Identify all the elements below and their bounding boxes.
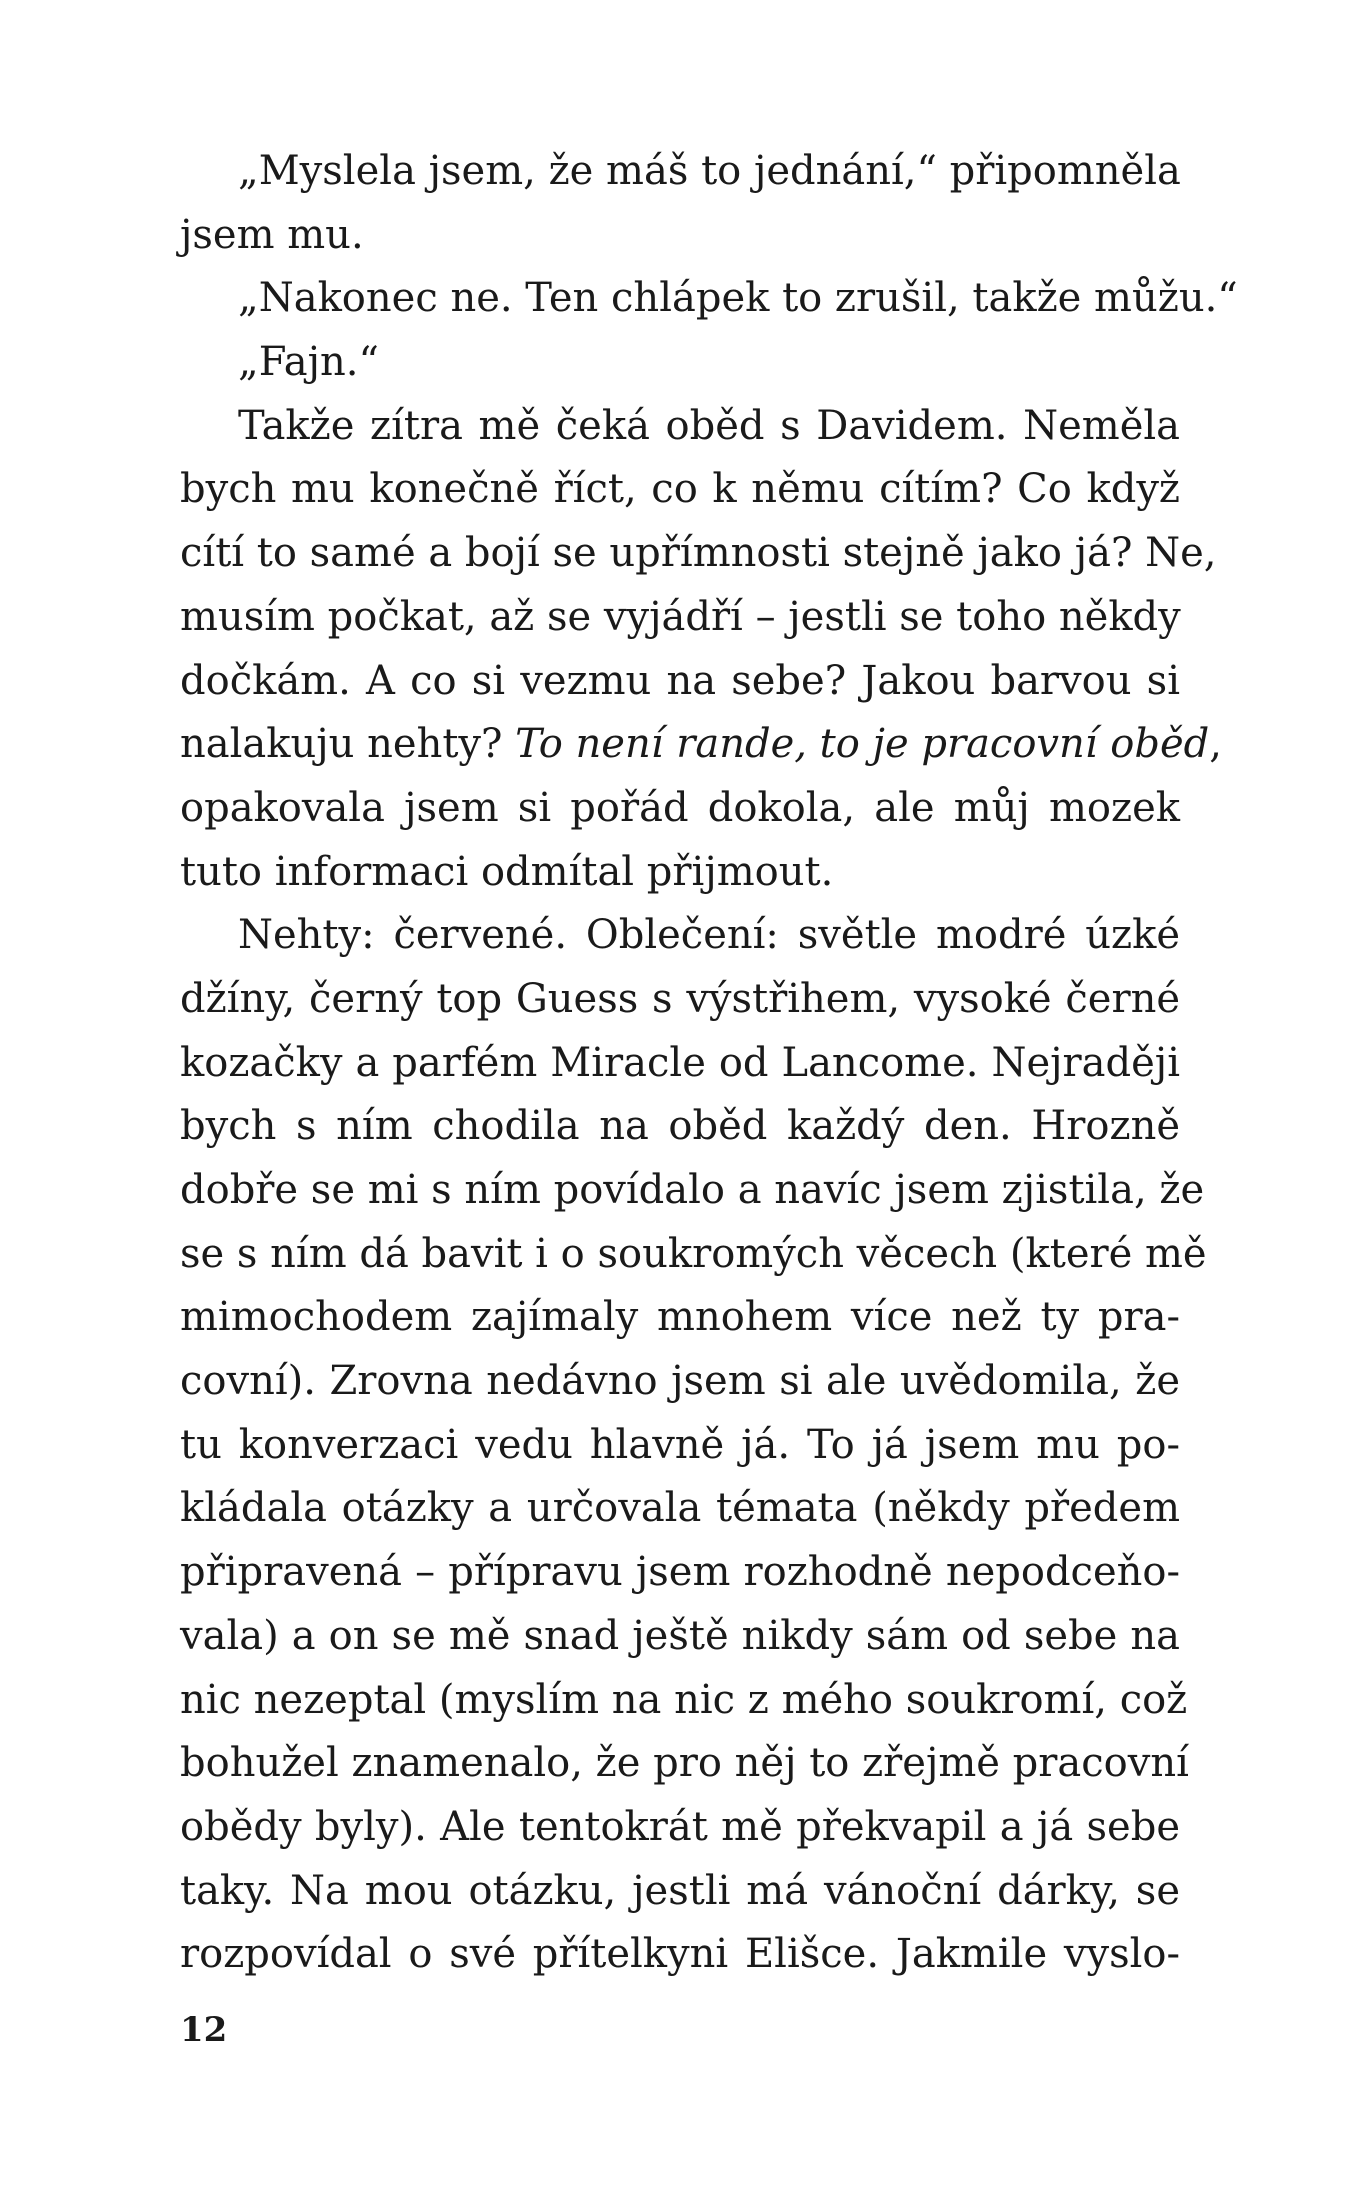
line-text: dobře se mi s ním povídalo a navíc jsem zjistila, že	[180, 1167, 1205, 1213]
line-text: vala) a on se mě snad ještě nikdy sám od sebe na	[180, 1612, 1180, 1659]
line-text: připravená – přípravu jsem rozhodně nepodceňo-	[180, 1549, 1180, 1596]
text-line	[180, 1223, 1207, 1287]
page-number: 12	[180, 2010, 228, 2050]
line-text: bych s ním chodila na oběd každý den. Hrozně	[180, 1103, 1180, 1150]
line-text: „Myslela jsem, že máš to jednání,“ připomněla	[238, 148, 1181, 194]
line-text: cítí to samé a bojí se upřímnosti stejně jako já? Ne,	[180, 530, 1217, 577]
body-text	[180, 140, 1238, 1987]
line-text: se s ním dá bavit i o soukromých věcech (které mě	[180, 1230, 1207, 1277]
line-text: musím počkat, až se vyjádří – jestli se toho někdy	[180, 593, 1181, 640]
line-punctuation: ,	[1209, 721, 1222, 768]
text-line	[180, 1669, 1188, 1733]
text-line	[180, 1860, 1180, 1924]
text-line	[180, 331, 1180, 395]
text-line	[180, 1350, 1180, 1414]
line-text: jsem mu.	[180, 211, 364, 258]
text-line	[180, 1923, 1180, 1987]
line-text: dočkám. A co si vezmu na sebe? Jakou barvou si	[180, 657, 1180, 704]
text-line	[180, 395, 1180, 459]
text-line	[180, 713, 1222, 777]
line-text: obědy byly). Ale tentokrát mě překvapil a já sebe	[180, 1803, 1180, 1850]
line-text: mimochodem zajímaly mnohem více než ty pra-	[180, 1294, 1180, 1341]
text-line	[180, 904, 1180, 968]
text-line	[180, 1477, 1180, 1541]
line-text: kozačky a parfém Miracle od Lancome. Nejraději	[180, 1039, 1180, 1086]
line-text: Nehty: červené. Oblečení: světle modré úzké	[238, 912, 1180, 959]
text-line	[180, 1159, 1205, 1223]
text-line	[180, 458, 1180, 522]
text-line	[180, 586, 1180, 650]
text-line	[180, 841, 1180, 905]
text-line	[180, 140, 1180, 204]
text-line	[180, 1541, 1180, 1605]
line-text: opakovala jsem si pořád dokola, ale můj mozek	[180, 784, 1180, 831]
line-text: tuto informaci odmítal přijmout.	[180, 848, 834, 895]
line-text: bych mu konečně říct, co k němu cítím? Co když	[180, 466, 1180, 513]
line-text: džíny, černý top Guess s výstřihem, vysoké černé	[180, 975, 1180, 1022]
text-line	[180, 1414, 1180, 1478]
text-line	[180, 267, 1238, 331]
line-text: nalakuju nehty?	[180, 721, 503, 768]
text-line	[180, 1286, 1180, 1350]
line-text: bohužel znamenalo, že pro něj to zřejmě pracovní	[180, 1740, 1189, 1787]
line-text: nic nezeptal (myslím na nic z mého soukromí, což	[180, 1676, 1188, 1723]
line-text: tu konverzaci vedu hlavně já. To já jsem mu po-	[180, 1421, 1180, 1468]
line-text: „Nakonec ne. Ten chlápek to zrušil, takže můžu.“	[238, 275, 1238, 322]
text-line	[180, 1796, 1180, 1860]
line-text: „Fajn.“	[238, 339, 379, 386]
text-line	[180, 1032, 1180, 1096]
text-line	[180, 204, 1180, 268]
line-text: rozpovídal o své přítelkyni Elišce. Jakmile vyslo-	[180, 1931, 1180, 1978]
text-line	[180, 968, 1180, 1032]
line-text: covní). Zrovna nedávno jsem si ale uvědomila, že	[180, 1358, 1180, 1405]
line-text: taky. Na mou otázku, jestli má vánoční dárky, se	[180, 1867, 1180, 1914]
text-line	[180, 1095, 1180, 1159]
text-line	[180, 1732, 1189, 1796]
italic-phrase: To není rande, to je pracovní oběd	[515, 721, 1210, 768]
text-line	[180, 522, 1217, 586]
text-line	[180, 650, 1180, 714]
text-line	[180, 777, 1180, 841]
line-text: Takže zítra mě čeká oběd s Davidem. Neměla	[238, 402, 1180, 449]
text-line	[180, 1605, 1180, 1669]
line-text: kládala otázky a určovala témata (někdy předem	[180, 1485, 1180, 1532]
